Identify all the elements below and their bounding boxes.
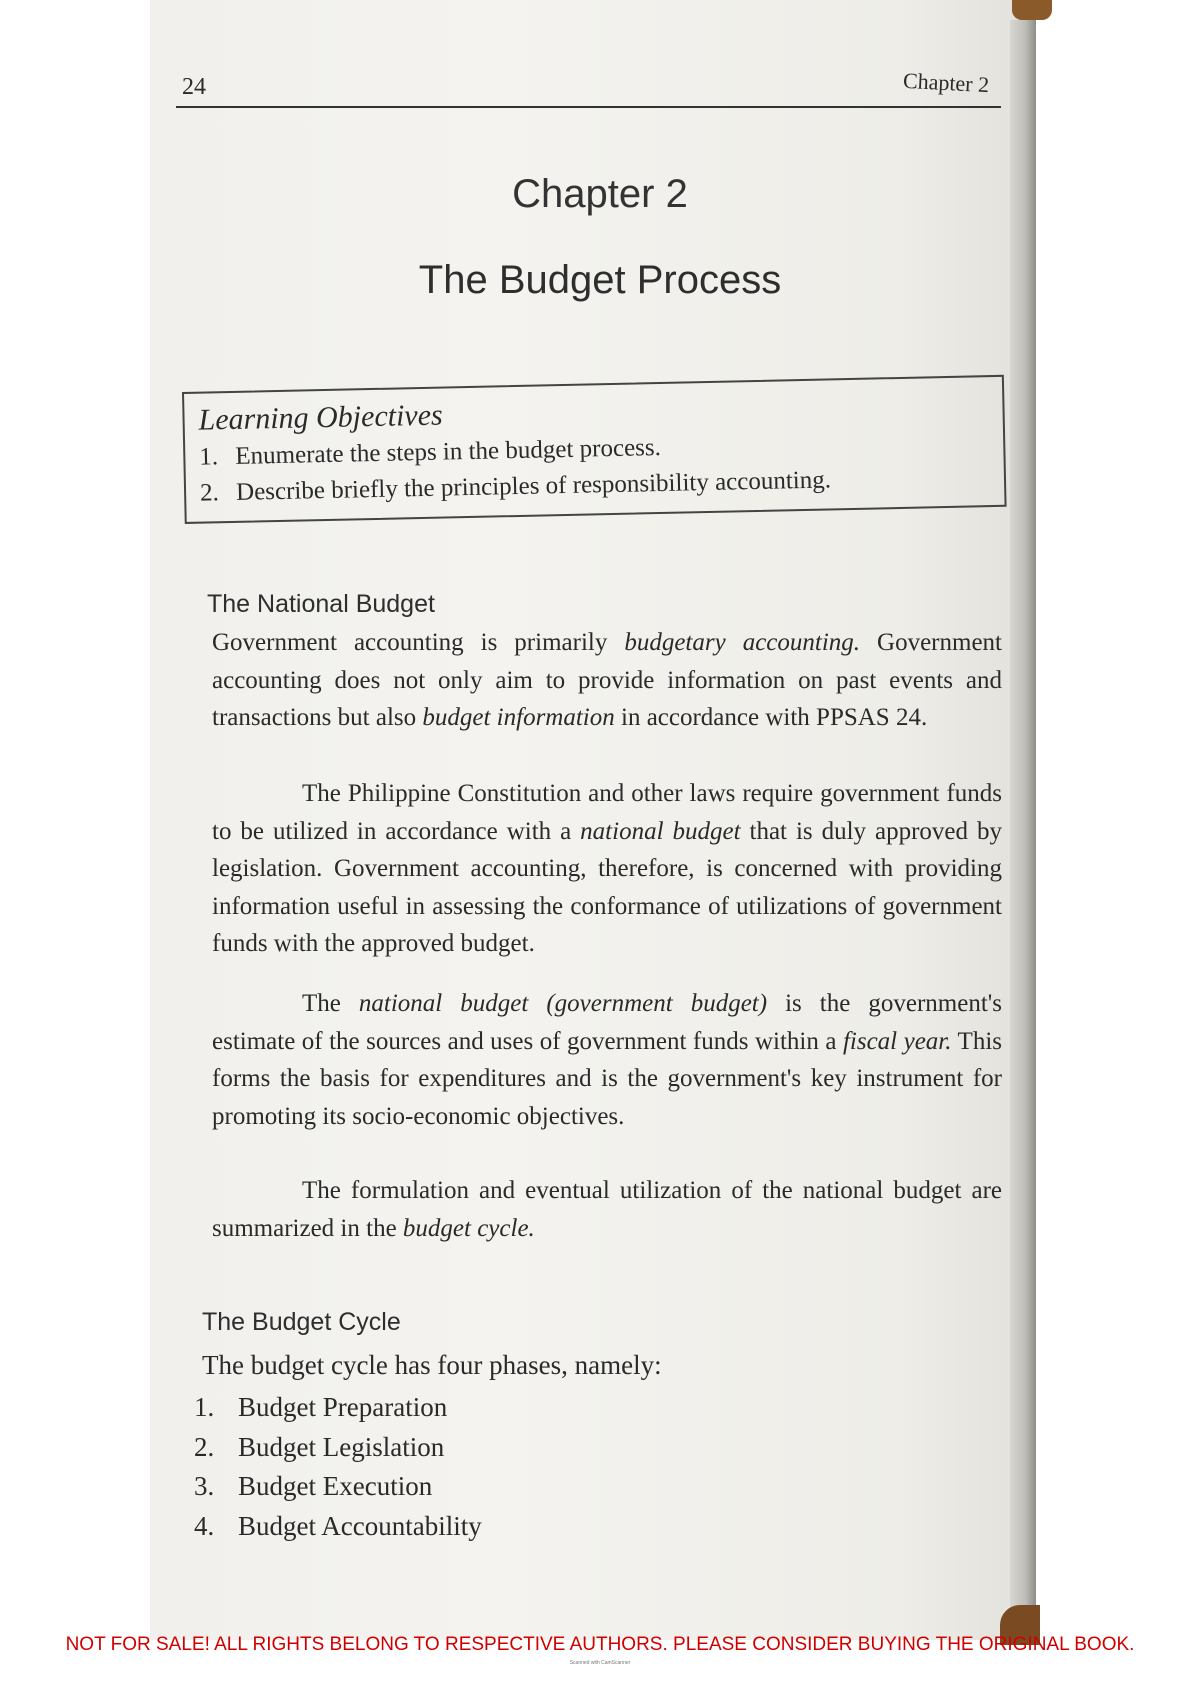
objective-text: Describe briefly the principles of responsibility accounting. bbox=[235, 466, 832, 506]
copyright-notice: NOT FOR SALE! ALL RIGHTS BELONG TO RESPECTIVE AUTHORS. PLEASE CONSIDER BUYING THE ORIGINAL BOOK. bbox=[65, 1634, 1135, 1655]
list-item: 4. Budget Accountability bbox=[194, 1510, 482, 1541]
section-heading-national-budget: The National Budget bbox=[207, 590, 435, 618]
header-divider bbox=[176, 106, 1001, 108]
list-item: 3. Budget Execution bbox=[194, 1471, 433, 1501]
book-corner-top bbox=[1012, 0, 1052, 20]
chapter-title: The Budget Process bbox=[418, 258, 782, 302]
section-heading-budget-cycle: The Budget Cycle bbox=[202, 1308, 401, 1336]
scanner-watermark: Scanned with CamScanner bbox=[569, 1660, 631, 1666]
objective-item bbox=[200, 466, 831, 507]
paragraph: The Philippine Constitution and other laws require government funds to be utilized in accordance with a national budget that is duly approved by legislation. Government accounting, therefore, is concerned with providing information useful in assessing the conformance of utilizations of government funds with the approved budget. bbox=[212, 780, 1002, 957]
chapter-label: Chapter 2 bbox=[512, 172, 688, 216]
objective-text: Enumerate the steps in the budget process. bbox=[235, 433, 662, 470]
list-item: 1. Budget Preparation bbox=[194, 1392, 448, 1422]
objective-number: 1. bbox=[199, 443, 219, 471]
running-head: Chapter 2 bbox=[902, 67, 990, 98]
learning-objectives-box bbox=[182, 375, 1007, 524]
budget-phase-list bbox=[194, 1392, 482, 1550]
paragraph: Government accounting is primarily budgetary accounting. Government accounting does not only aim to provide information on past events and transactions but also budget information in accordance with PPSAS 24. bbox=[212, 629, 1002, 731]
budget-cycle-intro: The budget cycle has four phases, namely: bbox=[202, 1350, 662, 1380]
list-item: 2. Budget Legislation bbox=[194, 1431, 445, 1462]
objective-number: 2. bbox=[199, 479, 220, 507]
paragraph: The national budget (government budget) is the government's estimate of the sources and uses of government funds within a fiscal year. This forms the basis for expenditures and is the government's key instrument for promoting its socio-economic objectives. bbox=[212, 990, 1003, 1130]
objective-item bbox=[199, 434, 661, 472]
page-number: 24 bbox=[182, 74, 206, 100]
paragraph: The formulation and eventual utilization of the national budget are summarized in the budget cycle. bbox=[212, 1177, 1002, 1242]
learning-objectives-heading: Learning Objectives bbox=[198, 398, 444, 437]
